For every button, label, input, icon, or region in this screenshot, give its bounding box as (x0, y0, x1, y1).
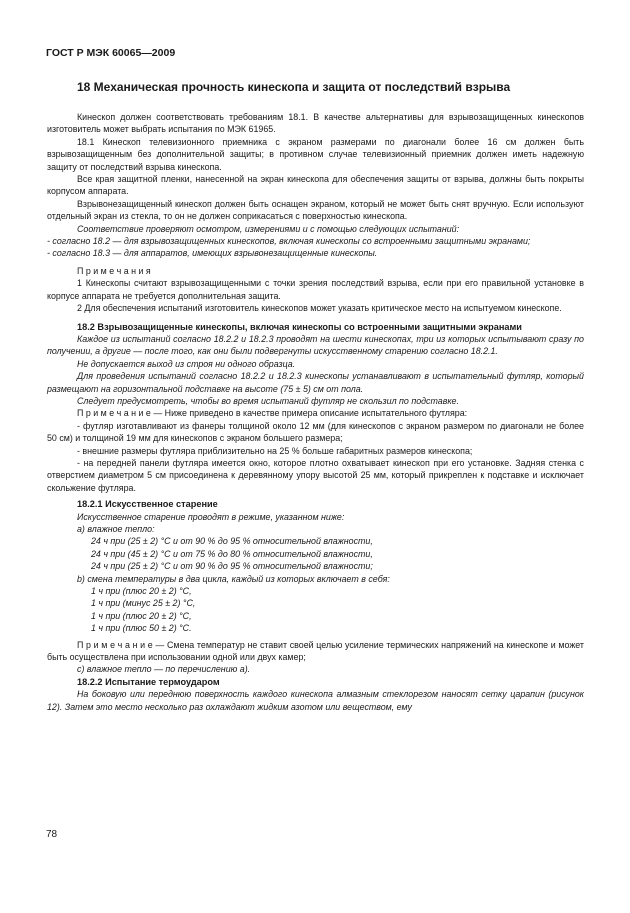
list-item: b) смена температуры в два цикла, каждый из которых включает в себя: (77, 573, 390, 584)
list-item: - согласно 18.3 — для аппаратов, имеющих взрывонезащищенные кинескопы. (47, 248, 378, 259)
note-label: П р и м е ч а н и е (77, 639, 153, 650)
list-item: а) влажное тепло: (77, 524, 155, 534)
note-label: П р и м е ч а н и е (77, 408, 151, 419)
note-text: — Ниже приведено в качестве примера описание испытательного футляра: (150, 408, 468, 419)
list-item: - согласно 18.2 — для взрывозащищенных кинескопов, включая кинескопы со встроенными защитными экранами; (47, 236, 531, 247)
note: 1 Кинескопы считают взрывозащищенными с точки зрения последствий взрыва, если при его правильной установке в корпусе аппарата не требуется дополнительная защита. (47, 278, 584, 301)
paragraph: Соответствие проверяют осмотром, измерениями и с помощью следующих испытаний: (77, 223, 460, 234)
list-subitem: 24 ч при (25 ± 2) °С и от 90 % до 95 % относительной влажности, (91, 536, 373, 547)
list-subitem: 24 ч при (45 ± 2) °С и от 75 % до 80 % относительной влажности, (91, 548, 373, 559)
paragraph: Для проведения испытаний согласно 18.2.2 и 18.2.3 кинескопы устанавливают в испытательный футляр, который размещают на горизонтальной подставке на высоте (75 ± 5) см от пола. (47, 371, 584, 394)
running-header: ГОСТ Р МЭК 60065—2009 (46, 47, 176, 59)
list-subitem: 1 ч при (минус 25 ± 2) °С, (91, 598, 196, 609)
note-text: — Смена температур не ставит своей целью усиление термических напряжений на кинескопе и может быть осуществлена при использовании одной или двух камер; (47, 639, 584, 663)
paragraph: Кинескоп должен соответствовать требованиям 18.1. В качестве альтернативы для взрывозащищенных кинескопов изготовитель может выбрать испытания по МЭК 61965. (47, 112, 584, 135)
subsection-heading: 18.2.2 Испытание термоударом (77, 676, 220, 687)
paragraph: Следует предусмотреть, чтобы во время испытаний футляр не скользил по подставке. (77, 395, 459, 406)
paragraph: Каждое из испытаний согласно 18.2.2 и 18.2.3 проводят на шести кинескопах, три из которых испытывают сразу по получении, а другие — после того, как они были подвергнуты искусственному старению согласно 18.2.1. (47, 333, 584, 357)
note-item: - футляр изготавливают из фанеры толщиной около 12 мм (для кинескопов с экраном размером по диагонали не более 50 см) и толщиной 19 мм для кинескопов с экраном большего размера; (47, 420, 584, 444)
notes-label: П р и м е ч а н и я (77, 265, 151, 276)
paragraph: Искусственное старение проводят в режиме, указанном ниже: (77, 511, 345, 522)
note-item: - на передней панели футляра имеется окно, которое плотно охватывает кинескоп при его установке. Задняя стенка с отверстием диаметром 5 см присоединена к деревянному упору высотой 25 мм, который прикреплен к подставке и исключает скольжение футляра. (47, 457, 584, 493)
paragraph: 18.1 Кинескоп телевизионного приемника с экраном размерами по диагонали более 16 см должен быть взрывозащищенным без дополнительной защиты; в противном случае телевизионный приемник должен иметь надежную защиту от последствий взрыва кинескопа. (47, 136, 584, 172)
note (47, 639, 584, 664)
note: 2 Для обеспечения испытаний изготовитель кинескопов может указать критическое место на испытуемом кинескопе. (77, 303, 562, 314)
subsection-heading: 18.2 Взрывозащищенные кинескопы, включая кинескопы со встроенными защитными экранами (77, 321, 522, 332)
section-title: 18 Механическая прочность кинескопа и защита от последствий взрыва (77, 80, 511, 94)
list-subitem: 1 ч при (плюс 20 ± 2) °С, (91, 610, 192, 621)
list-item: с) влажное тепло — по перечислению а). (77, 664, 251, 675)
note (47, 407, 584, 419)
subsection-heading: 18.2.1 Искусственное старение (77, 499, 218, 510)
list-subitem: 24 ч при (25 ± 2) °С и от 90 % до 95 % относительной влажности; (91, 561, 373, 572)
paragraph: Все края защитной пленки, нанесенной на экран кинескопа для обеспечения защиты от взрыва, должны быть покрыты корпусом аппарата. (47, 174, 584, 197)
note-item: - внешние размеры футляра приблизительно на 25 % больше габаритных размеров кинескопа; (77, 445, 473, 456)
paragraph: На боковую или переднюю поверхность каждого кинескопа алмазным стеклорезом наносят сетку царапин (рисунок 12). Затем это место несколько раз охлаждают жидким азотом или веществом, ему (47, 689, 584, 712)
list-subitem: 1 ч при (плюс 50 ± 2) °С. (91, 623, 192, 634)
body-text (47, 111, 584, 713)
paragraph: Взрывонезащищенный кинескоп должен быть оснащен экраном, который не может быть снят вручную. Если используют отдельный экран из стекла, то он не должен соприкасаться с поверхностью кинескопа. (47, 198, 584, 222)
list-subitem: 1 ч при (плюс 20 ± 2) °С, (91, 586, 192, 597)
paragraph: Не допускается выход из строя ни одного образца. (77, 358, 296, 369)
page-number: 78 (46, 829, 58, 840)
